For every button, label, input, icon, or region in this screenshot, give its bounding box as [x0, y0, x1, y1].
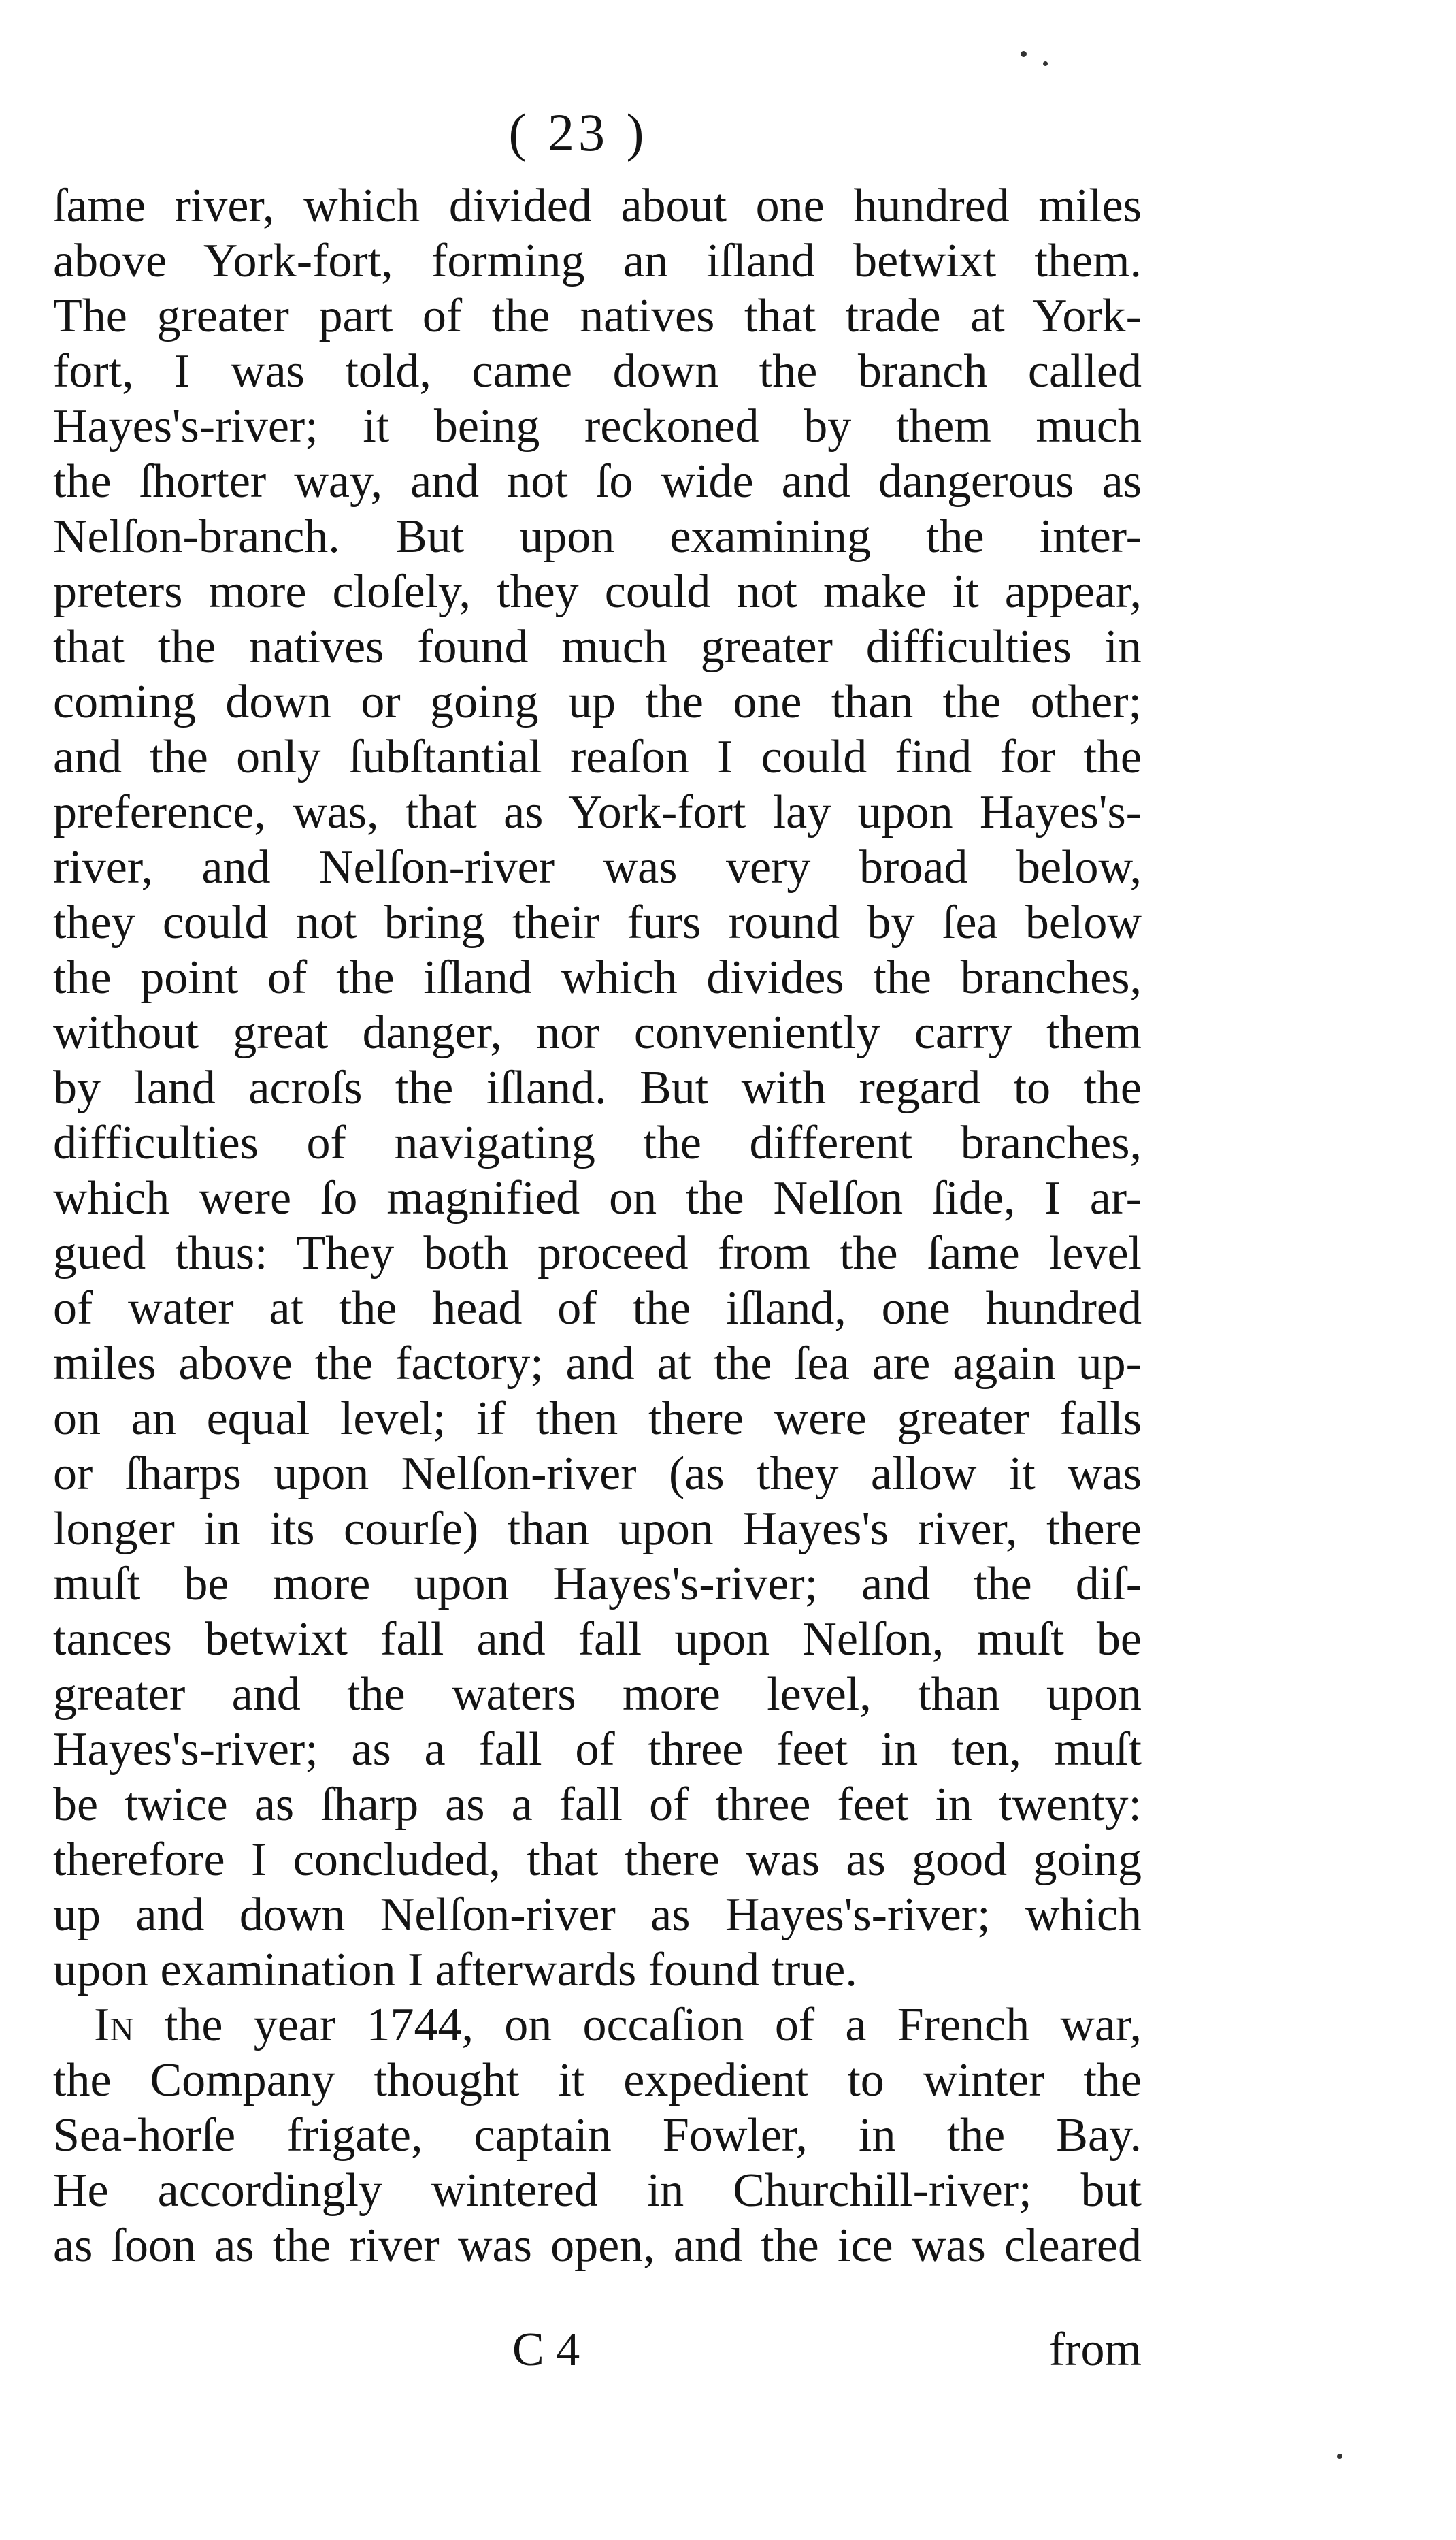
text-line: that the natives found much greater difficulties in	[53, 621, 1142, 673]
paragraph-lead-word: In	[94, 1999, 134, 2051]
catchword: from	[1048, 2324, 1142, 2376]
text-line: longer in its courſe) than upon Hayes's river, there	[53, 1503, 1142, 1555]
text-line: coming down or going up the one than the other;	[53, 676, 1142, 728]
ink-speck	[1021, 51, 1027, 57]
text-line: be twice as ſharp as a fall of three feet in twenty:	[53, 1778, 1142, 1831]
ink-speck	[1043, 61, 1048, 66]
page-number: ( 23 )	[508, 103, 648, 162]
text-line: gued thus: They both proceed from the ſame level	[53, 1227, 1142, 1280]
text-line: on an equal level; if then there were greater falls	[53, 1393, 1142, 1445]
text-line: Hayes's-river; it being reckoned by them much	[53, 400, 1142, 453]
text-line: Sea-horſe frigate, captain Fowler, in the Bay.	[53, 2109, 1142, 2162]
text-line: muſt be more upon Hayes's-river; and the diſ-	[53, 1558, 1142, 1610]
ink-speck	[1337, 2454, 1342, 2459]
text-line: the point of the iſland which divides the branches,	[53, 951, 1142, 1004]
text-line: above York-fort, forming an iſland betwixt them.	[53, 235, 1142, 287]
text-line: difficulties of navigating the different branches,	[53, 1117, 1142, 1169]
text-line: therefore I concluded, that there was as good going	[53, 1834, 1142, 1886]
text-line: preference, was, that as York-fort lay upon Hayes's-	[53, 786, 1142, 838]
text-line: and the only ſubſtantial reaſon I could find for the	[53, 731, 1142, 783]
paragraph-start-line	[53, 1998, 1142, 2053]
text-line: tances betwixt fall and fall upon Nelſon, muſt be	[53, 1613, 1142, 1665]
text-line: the Company thought it expedient to winter the	[53, 2054, 1142, 2106]
text-line: the ſhorter way, and not ſo wide and dangerous as	[53, 455, 1142, 508]
text-line: as ſoon as the river was open, and the ice was cleared	[53, 2219, 1142, 2272]
text-line: The greater part of the natives that trade at York-	[53, 290, 1142, 342]
text-line: greater and the waters more level, than upon	[53, 1668, 1142, 1721]
text-line: by land acroſs the iſland. But with regard to the	[53, 1062, 1142, 1114]
body-text	[53, 178, 1142, 2273]
paragraph-lead-rest: the year 1744, on occaſion of a French war,	[133, 1999, 1142, 2051]
text-line: up and down Nelſon-river as Hayes's-river; which	[53, 1889, 1142, 1941]
text-line: river, and Nelſon-river was very broad below,	[53, 841, 1142, 894]
text-line: He accordingly wintered in Churchill-river; but	[53, 2164, 1142, 2217]
paragraph-end-line: upon examination I afterwards found true.	[53, 1944, 857, 1996]
text-line: ſame river, which divided about one hundred miles	[53, 180, 1142, 232]
page-footer	[53, 2319, 1142, 2381]
signature-mark: C 4	[512, 2324, 580, 2376]
text-line: of water at the head of the iſland, one hundred	[53, 1282, 1142, 1335]
text-line: Nelſon-branch. But upon examining the inter-	[53, 510, 1142, 563]
text-line: Hayes's-river; as a fall of three feet in ten, muſt	[53, 1723, 1142, 1776]
text-line: fort, I was told, came down the branch called	[53, 345, 1142, 397]
text-line: without great danger, nor conveniently carry them	[53, 1007, 1142, 1059]
text-line: or ſharps upon Nelſon-river (as they allow it was	[53, 1448, 1142, 1500]
text-line: miles above the factory; and at the ſea are again up-	[53, 1337, 1142, 1390]
text-line: which were ſo magnified on the Nelſon ſide, I ar-	[53, 1172, 1142, 1224]
text-line: they could not bring their furs round by ſea below	[53, 896, 1142, 949]
text-line: preters more cloſely, they could not make it appear,	[53, 566, 1142, 618]
